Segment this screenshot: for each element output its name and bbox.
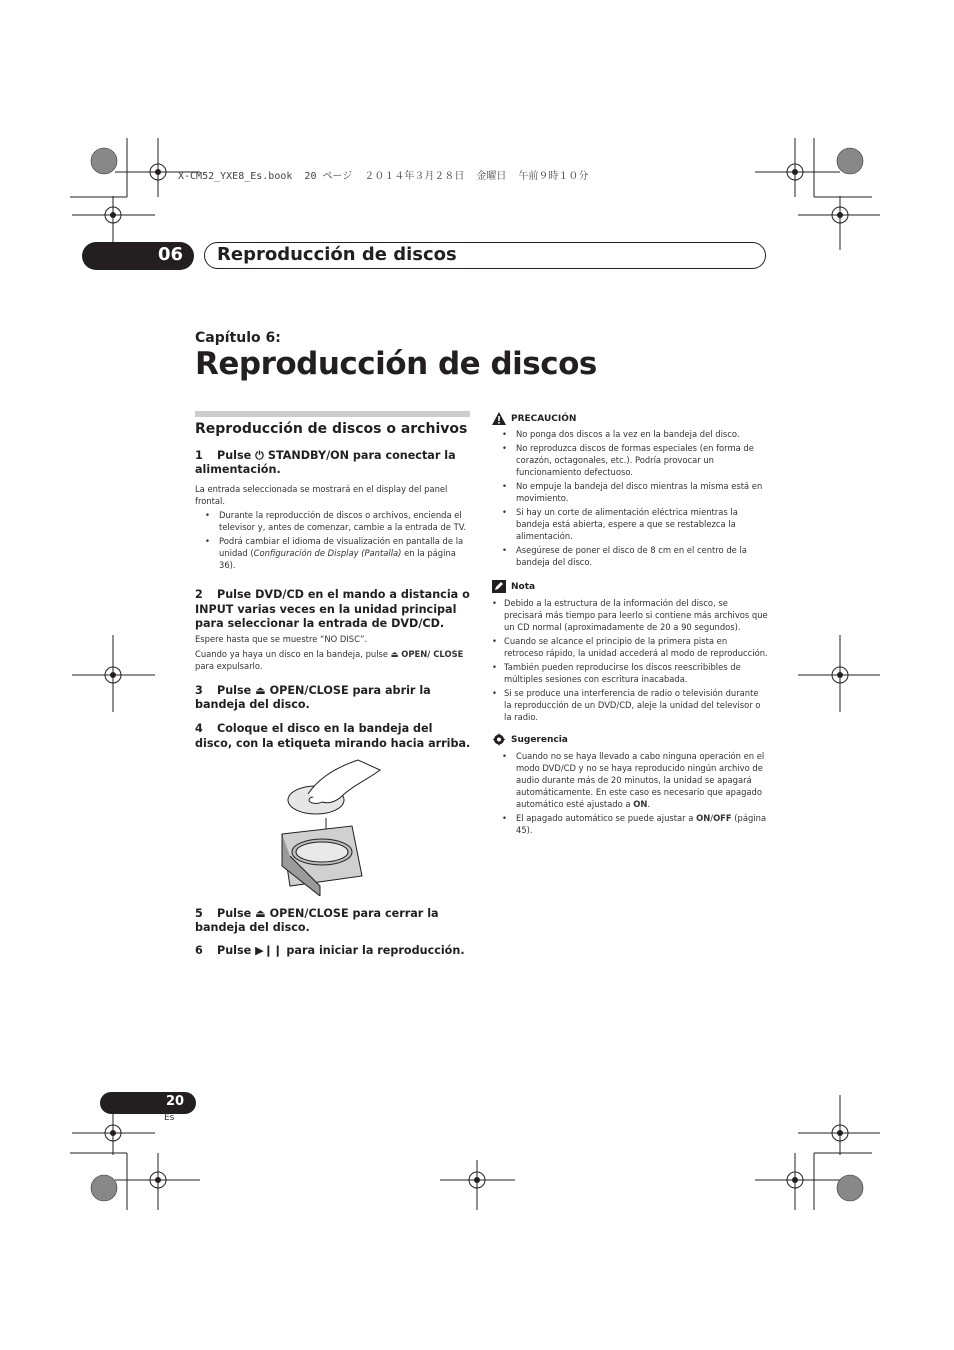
note-list	[492, 597, 768, 723]
list-item: • Podrá cambiar el idioma de visualización en pantalla de la unidad (Configuración de Display (Pantalla) en la página 36).	[195, 535, 471, 571]
right-column	[492, 412, 768, 838]
step-6: 6 Pulse ▶❙❙ para iniciar la reproducción.	[195, 944, 465, 958]
list-item: • Si se produce una interferencia de radio o televisión durante la reproducción de un DVD/CD, aleje la unidad del televisor o la radio.	[492, 687, 768, 723]
section-title: Reproducción de discos o archivos	[195, 421, 468, 437]
tip-heading: Sugerencia	[492, 733, 768, 746]
list-item: • Durante la reproducción de discos o archivos, encienda el televisor y, antes de comenzar, cambie a la entrada de TV.	[195, 509, 471, 533]
gear-tip-icon	[492, 733, 506, 746]
note-heading: Nota	[492, 580, 768, 593]
play-pause-icon: ▶❙❙	[255, 944, 283, 958]
list-item: • Debido a la estructura de la información del disco, se precisará más tiempo para leerlo si contiene más archivos que un CD normal (aproximadamente de 20 a 90 segundos).	[492, 597, 768, 633]
step-2-body-1: Espere hasta que se muestre “NO DISC”.	[195, 634, 368, 645]
list-item: • Asegúrese de poner el disco de 8 cm en el centro de la bandeja del disco.	[492, 544, 768, 568]
step-1-bullets	[195, 509, 471, 571]
section-divider	[195, 411, 470, 417]
step-4: 4 Coloque el disco en la bandeja del disco, con la etiqueta mirando hacia arriba.	[195, 722, 471, 750]
pencil-note-icon	[492, 580, 506, 593]
page-number: 20	[166, 1094, 185, 1109]
step-5: 5 Pulse ⏏ OPEN/CLOSE para cerrar la bandeja del disco.	[195, 907, 439, 935]
header-title: Reproducción de discos	[217, 244, 457, 265]
eject-icon: ⏏	[390, 649, 399, 660]
caution-heading: PRECAUCIÓN	[492, 412, 768, 425]
list-item: • Cuando no se haya llevado a cabo ninguna operación en el modo DVD/CD y no se haya reproducido ningún archivo de audio durante más de 20 minutos, la unidad se apagará automáticamente. En este caso es necesario que apagado automático esté ajustado a ON.	[492, 750, 768, 810]
list-item: • No reproduzca discos de formas especiales (en forma de corazón, octagonales, etc.). Podría provocar un funcionamiento defectuoso.	[492, 442, 768, 478]
list-item: • Si hay un corte de alimentación eléctrica mientras la bandeja está abierta, espere a que se restablezca la alimentación.	[492, 506, 768, 542]
disc-tray-illustration	[280, 756, 390, 896]
chapter-title: Reproducción de discos	[195, 346, 597, 382]
eject-icon: ⏏	[255, 907, 266, 920]
page-language: Es	[164, 1113, 175, 1123]
book-info-line: X-CM52_YXE8_Es.book 20 ページ ２０１４年３月２８日 金曜日 午前９時１０分	[178, 171, 589, 182]
chapter-tab-number: 06	[158, 244, 184, 265]
chapter-label: Capítulo 6:	[195, 330, 281, 346]
step-2: 2 Pulse DVD/CD en el mando a distancia o INPUT varias veces en la unidad principal para seleccionar la entrada de DVD/CD.	[195, 588, 470, 630]
list-item: • No ponga dos discos a la vez en la bandeja del disco.	[492, 428, 768, 440]
step-2-body-2: Cuando ya haya un disco en la bandeja, pulse ⏏ OPEN/ CLOSE para expulsarlo.	[195, 649, 464, 672]
list-item: • No empuje la bandeja del disco mientras la misma está en movimiento.	[492, 480, 768, 504]
list-item: • También pueden reproducirse los discos reescribibles de múltiples sesiones con escritura inacabada.	[492, 661, 768, 685]
list-item: • Cuando se alcance el principio de la primera pista en retroceso rápido, la unidad accederá al modo de reproducción.	[492, 635, 768, 659]
caution-list	[492, 428, 768, 568]
step-3: 3 Pulse ⏏ OPEN/CLOSE para abrir la bandeja del disco.	[195, 684, 431, 712]
list-item: • El apagado automático se puede ajustar a ON/OFF (página 45).	[492, 812, 768, 836]
step-1: 1 Pulse ⏻ STANDBY/ON para conectar la alimentación.	[195, 449, 456, 477]
tip-list	[492, 750, 768, 836]
eject-icon: ⏏	[255, 684, 266, 698]
left-column-lower	[195, 907, 471, 959]
left-column	[195, 449, 471, 751]
warning-icon	[492, 412, 506, 425]
power-icon: ⏻	[255, 449, 265, 462]
step-1-body: La entrada seleccionada se mostrará en el display del panel frontal.	[195, 484, 448, 507]
